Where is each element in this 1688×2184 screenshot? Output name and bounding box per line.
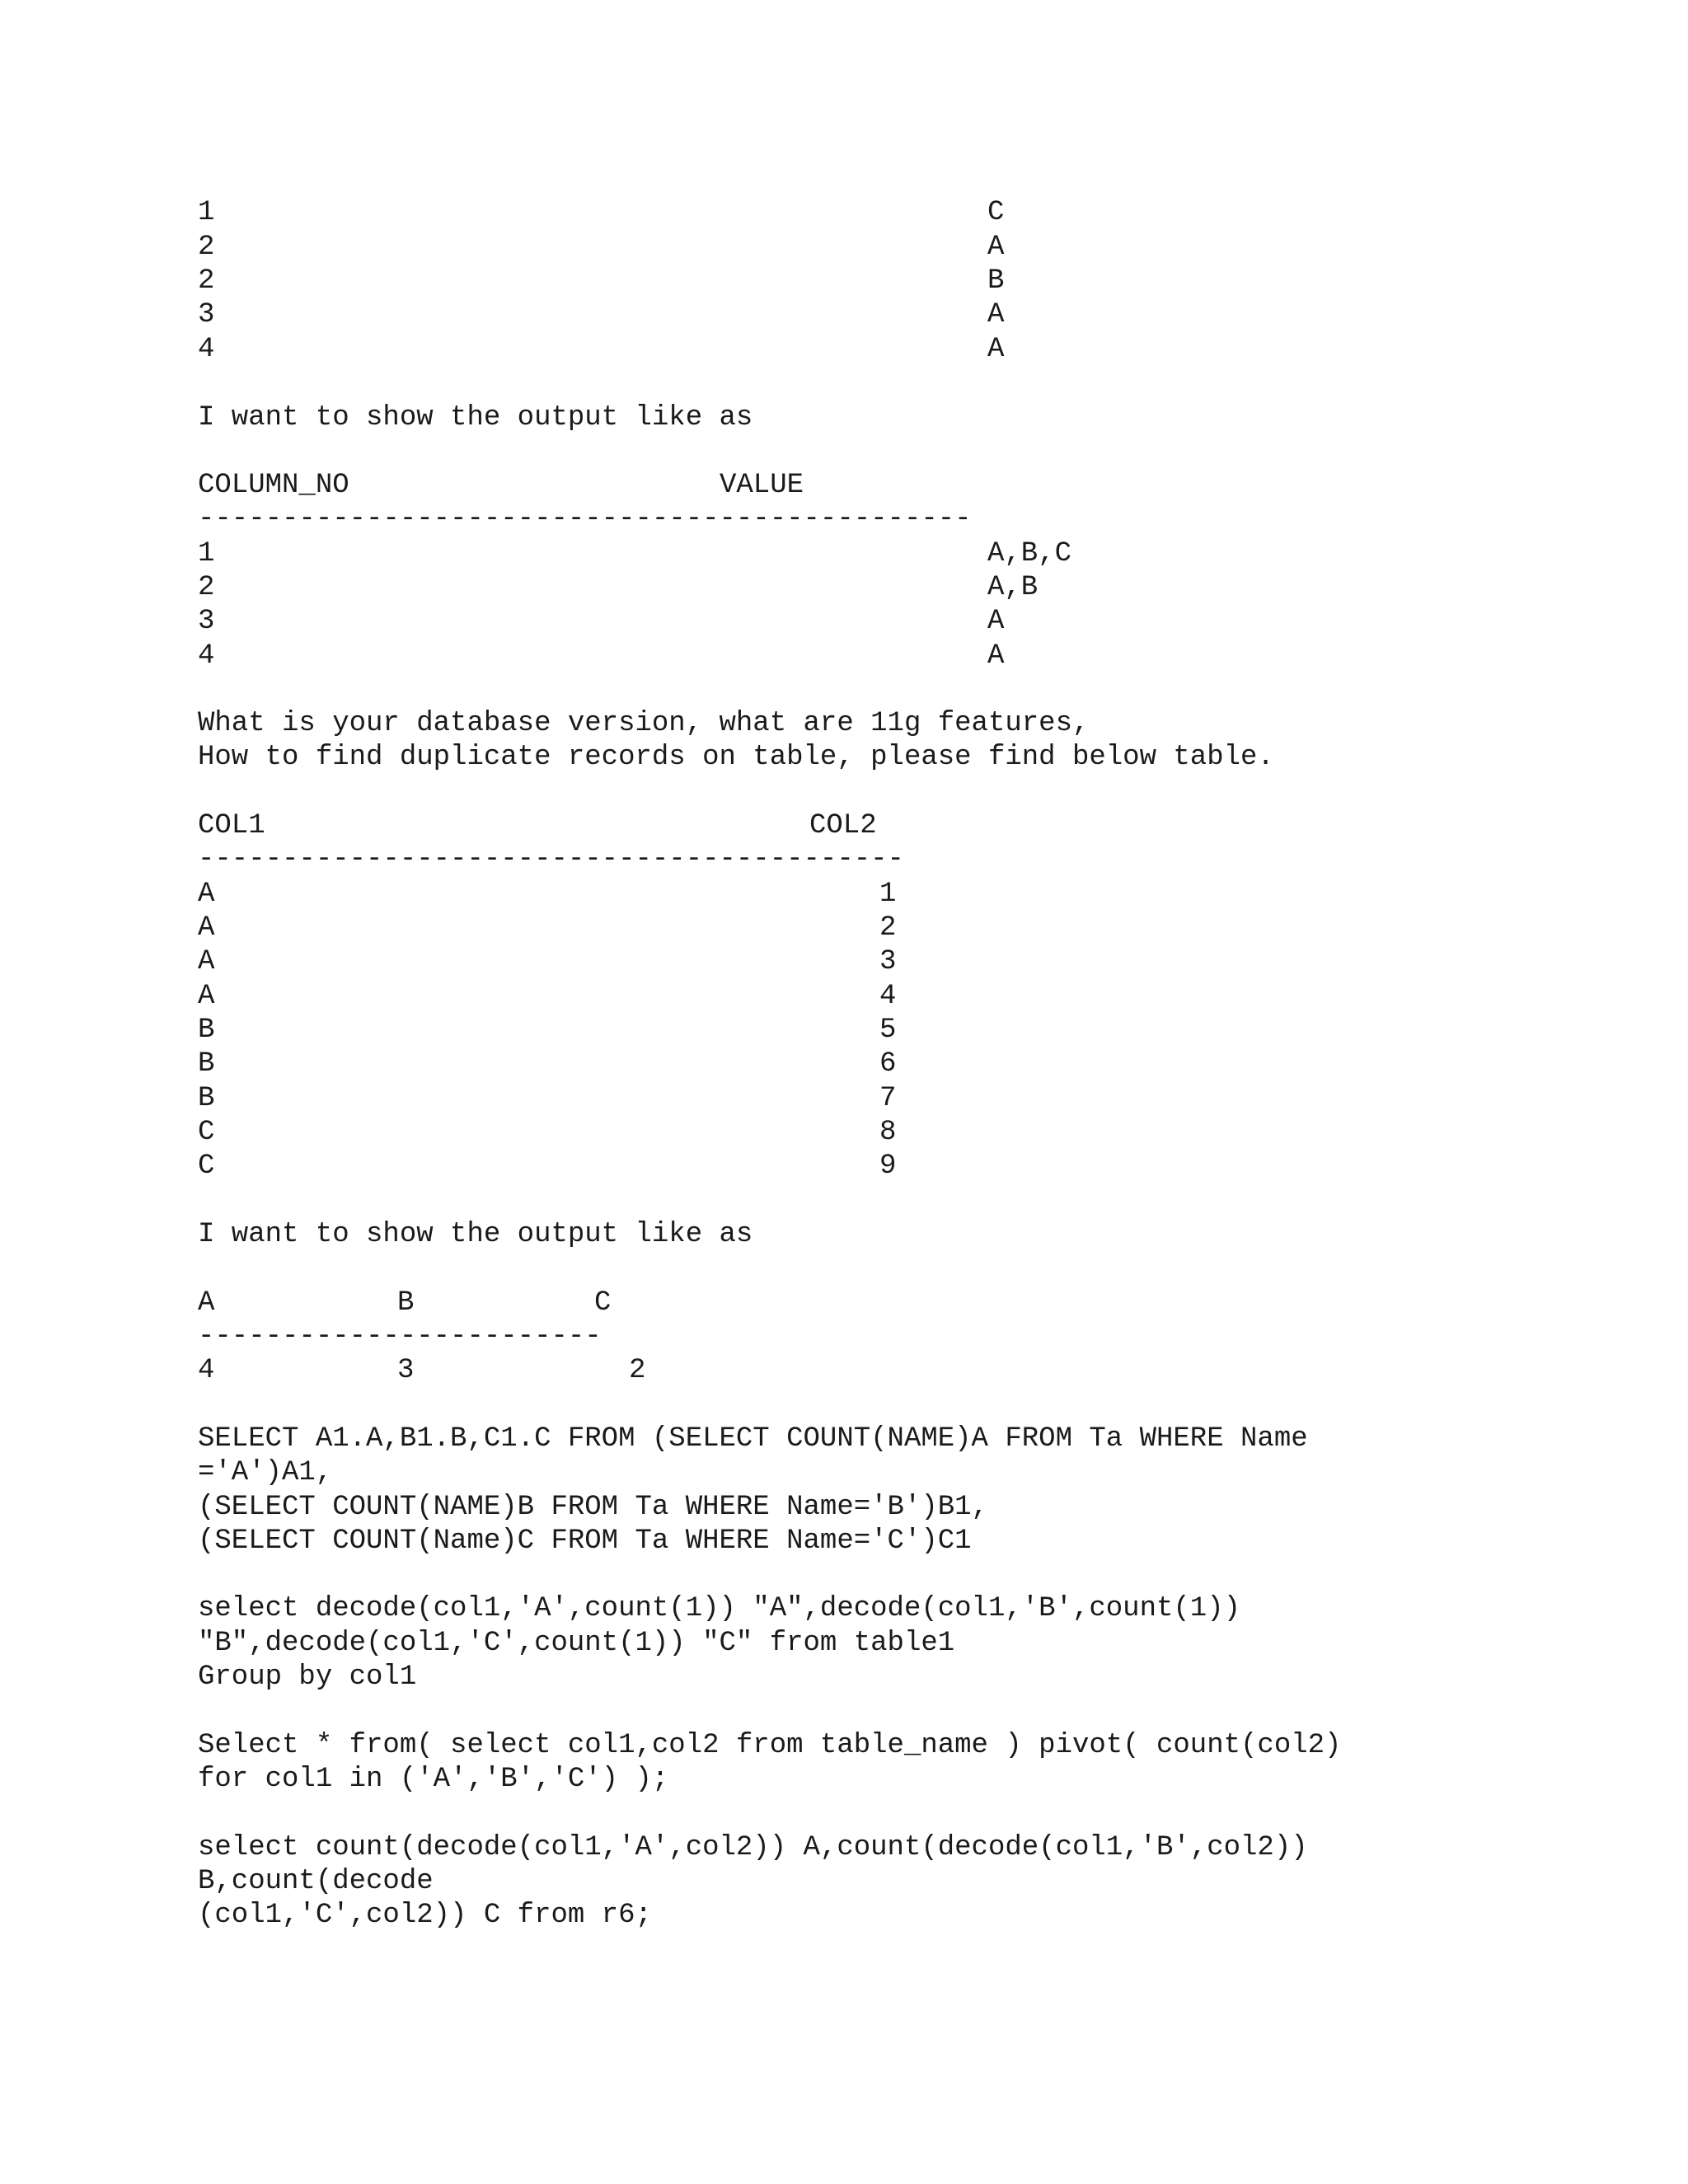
code-line: "B",decode(col1,'C',count(1)) "C" from table1	[198, 1628, 955, 1659]
code-line: SELECT A1.A,B1.B,C1.C FROM (SELECT COUNT(NAME)A FROM Ta WHERE Name	[198, 1423, 1308, 1455]
code-line: Select * from( select col1,col2 from table_name ) pivot( count(col2)	[198, 1730, 1342, 1761]
code-line: select decode(col1,'A',count(1)) "A",decode(col1,'B',count(1))	[198, 1593, 1241, 1624]
text-line: 4	[198, 640, 215, 672]
text-line: 3	[198, 299, 215, 330]
text-line: B	[987, 265, 1005, 297]
text-line: I want to show the output like as	[198, 402, 753, 434]
text-line: 1	[879, 879, 897, 910]
text-line: A	[987, 334, 1005, 365]
text-line: C	[198, 1151, 215, 1182]
text-line: What is your database version, what are 11g features,	[198, 708, 1090, 739]
text-line: 8	[879, 1117, 897, 1148]
text-line: How to find duplicate records on table, please find below table.	[198, 742, 1274, 773]
column-header: A	[198, 1287, 215, 1319]
text-line: 2	[198, 232, 215, 263]
text-line: A	[987, 640, 1005, 672]
text-line: 7	[879, 1083, 897, 1114]
text-line: C	[987, 197, 1005, 228]
text-line: A	[987, 299, 1005, 330]
text-line: B	[198, 1048, 215, 1080]
column-header: COLUMN_NO	[198, 470, 349, 501]
text-line: 4	[198, 334, 215, 365]
text-line: 4	[879, 981, 897, 1012]
text-line: I want to show the output like as	[198, 1219, 753, 1250]
text-line: A	[198, 912, 215, 944]
column-header: COL2	[809, 810, 877, 841]
text-line: 2	[198, 265, 215, 297]
code-line: select count(decode(col1,'A',col2)) A,count(decode(col1,'B',col2))	[198, 1832, 1308, 1863]
text-line: B	[198, 1083, 215, 1114]
text-line: 3	[879, 946, 897, 977]
column-header: VALUE	[720, 470, 804, 501]
divider-line: ------------------------------------------	[198, 844, 904, 875]
text-line: C	[198, 1117, 215, 1148]
text-line: A	[198, 981, 215, 1012]
divider-line: ------------------------	[198, 1321, 602, 1352]
text-line: A	[198, 879, 215, 910]
code-line: (SELECT COUNT(Name)C FROM Ta WHERE Name='C')C1	[198, 1526, 972, 1557]
text-line: A	[198, 946, 215, 977]
text-line: 3	[198, 606, 215, 637]
text-line: A,B	[987, 572, 1039, 603]
column-header: C	[594, 1287, 612, 1319]
column-header: COL1	[198, 810, 265, 841]
text-line: 2	[629, 1355, 646, 1386]
text-line: 3	[397, 1355, 415, 1386]
text-line: A	[987, 606, 1005, 637]
column-header: B	[397, 1287, 415, 1319]
text-line: A	[987, 232, 1005, 263]
text-line: 1	[198, 538, 215, 569]
code-line: (SELECT COUNT(NAME)B FROM Ta WHERE Name='B')B1,	[198, 1492, 988, 1523]
text-line: B	[198, 1015, 215, 1046]
text-line: 2	[879, 912, 897, 944]
text-line: 2	[198, 572, 215, 603]
code-line: Group by col1	[198, 1661, 417, 1693]
code-line: ='A')A1,	[198, 1457, 333, 1488]
code-line: for col1 in ('A','B','C') );	[198, 1764, 669, 1795]
divider-line: ----------------------------------------------	[198, 504, 972, 535]
text-line: 9	[879, 1151, 897, 1182]
text-line: 1	[198, 197, 215, 228]
text-line: 4	[198, 1355, 215, 1386]
text-line: 6	[879, 1048, 897, 1080]
code-line: (col1,'C',col2)) C from r6;	[198, 1900, 652, 1931]
text-line: 5	[879, 1015, 897, 1046]
text-line: A,B,C	[987, 538, 1072, 569]
code-line: B,count(decode	[198, 1866, 434, 1897]
